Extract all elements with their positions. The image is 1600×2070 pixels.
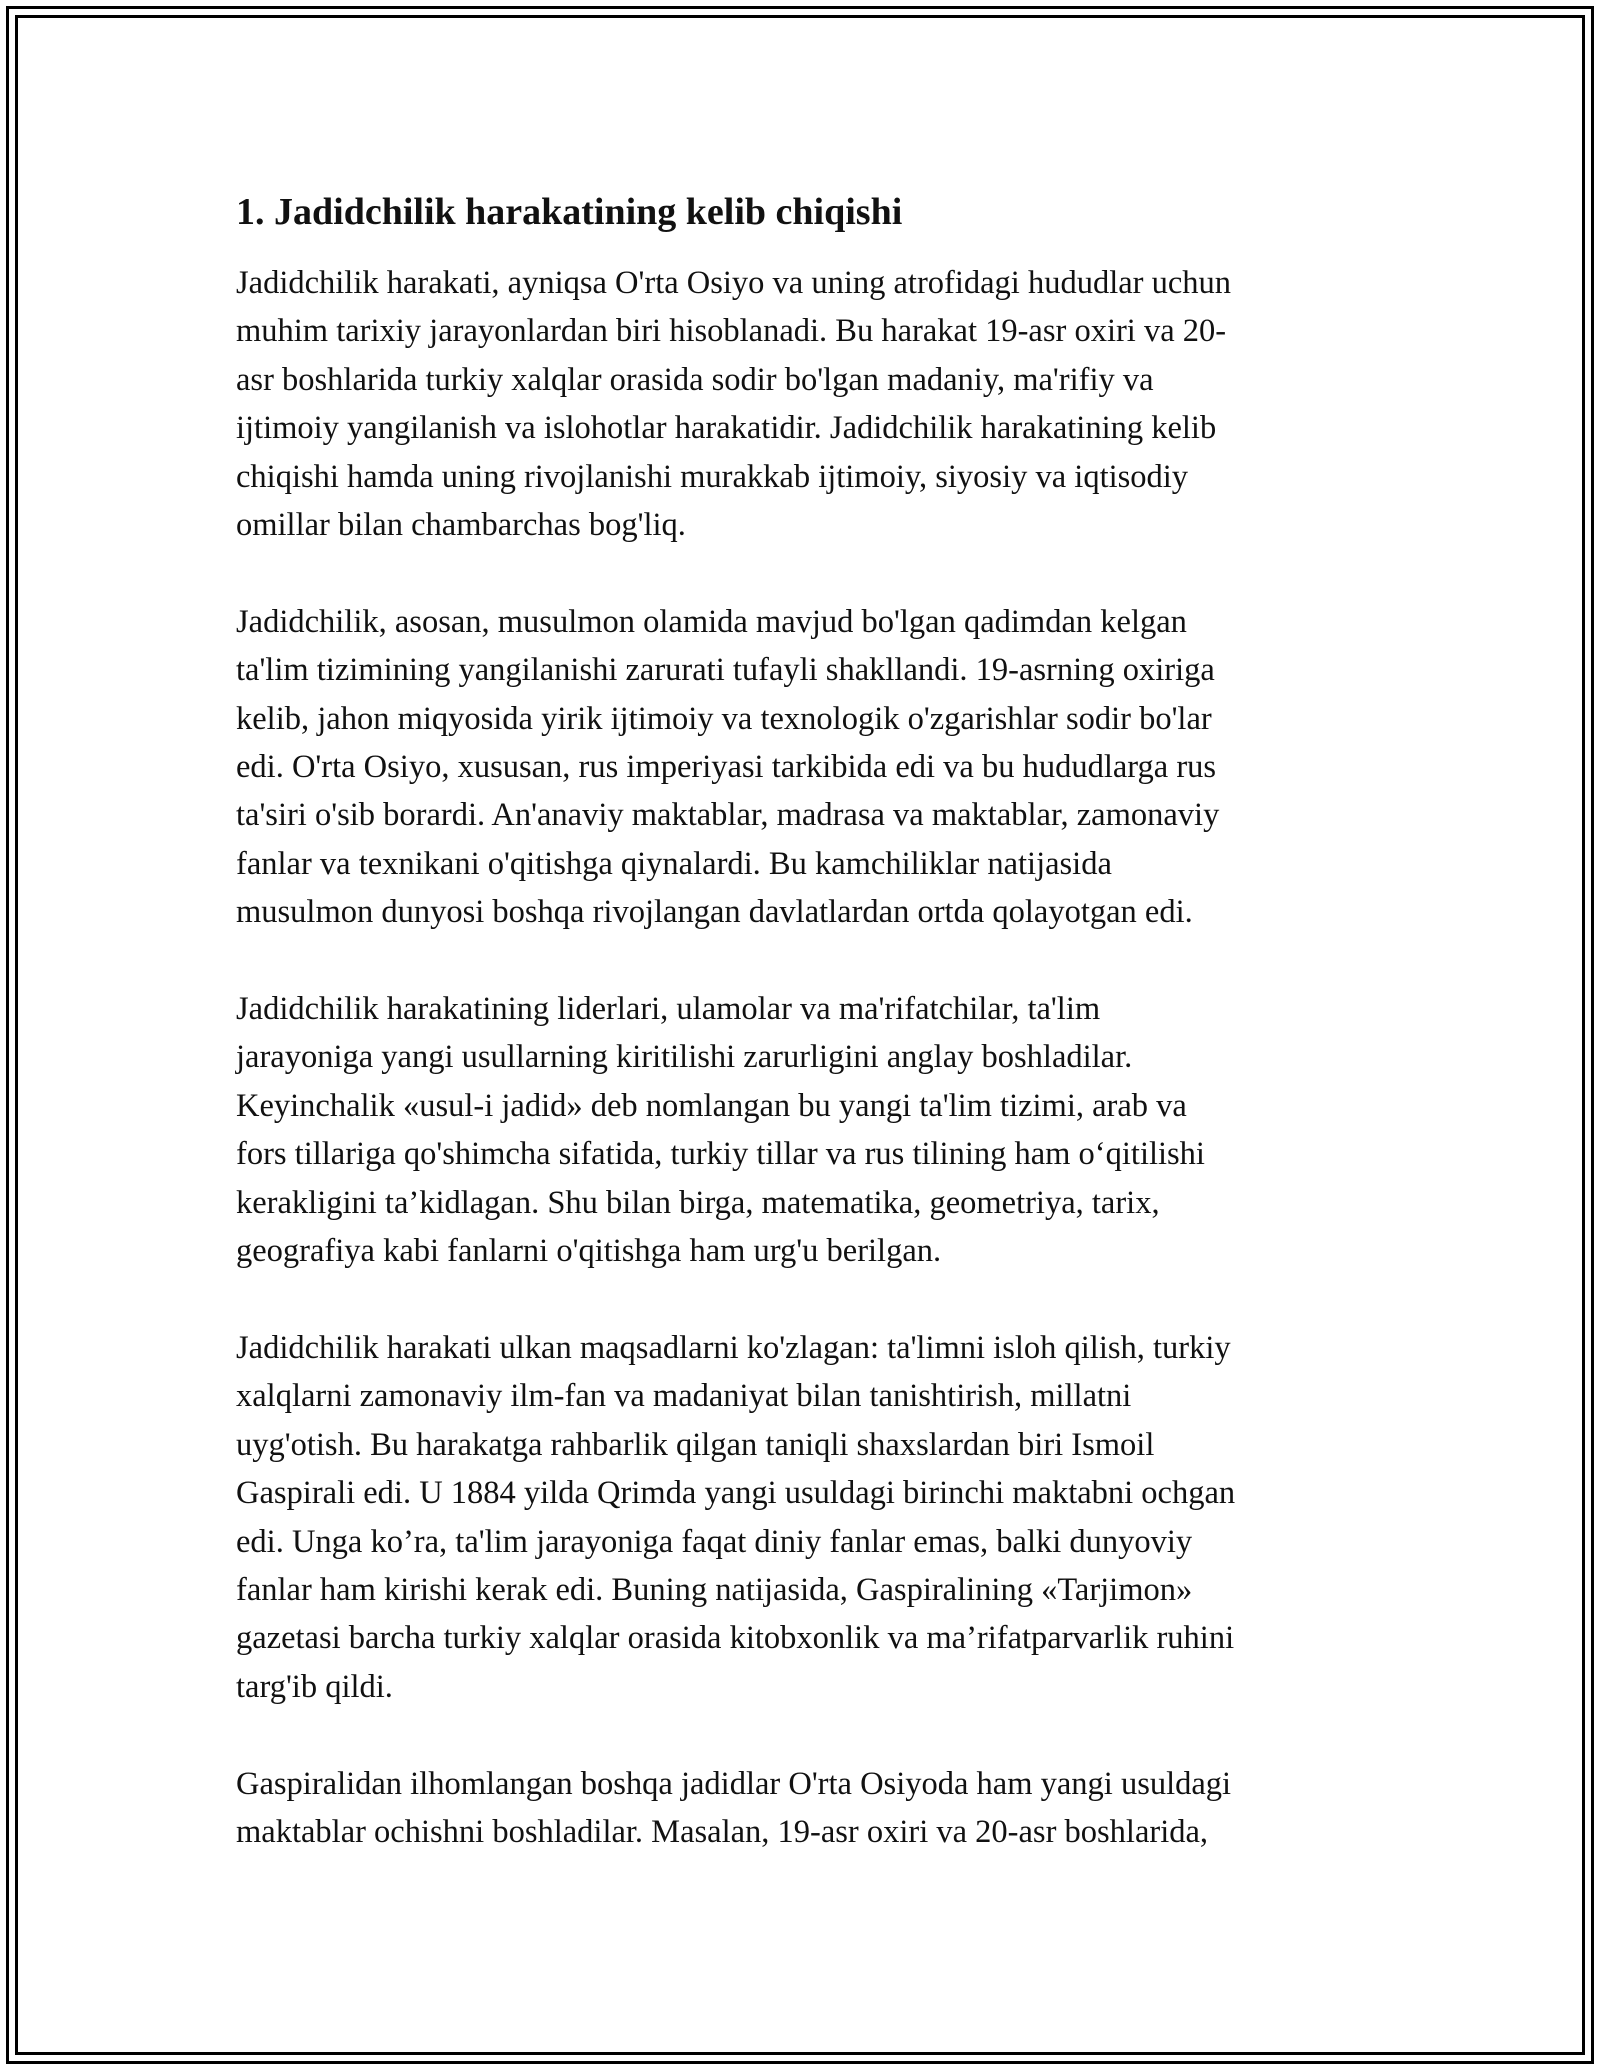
text-line: omillar bilan chambarchas bog'liq. [236, 507, 686, 544]
text-line: gazetasi barcha turkiy xalqlar orasida kitobxonlik va ma’rifatparvarlik ruhini [236, 1620, 1235, 1657]
text-line: Jadidchilik harakati, ayniqsa O'rta Osiyo va uning atrofidagi hududlar uchun [236, 265, 1232, 301]
text-line: xalqlarni zamonaviy ilm-fan va madaniyat bilan tanishtirish, millatni [236, 1378, 1132, 1415]
text-line: kelib, jahon miqyosida yirik ijtimoiy va texnologik o'zgarishlar sodir bo'lar [236, 700, 1212, 737]
text-line: edi. O'rta Osiyo, xususan, rus imperiyasi tarkibida edi va bu hududlarga rus [236, 749, 1217, 786]
text-line: ta'siri o'sib borardi. An'anaviy maktablar, madrasa va maktablar, zamonaviy [236, 797, 1220, 834]
text-line: Keyinchalik «usul-i jadid» deb nomlangan bu yangi ta'lim tizimi, arab va [236, 1087, 1187, 1124]
paragraph-2 [236, 598, 1386, 937]
text-line: edi. Unga ko’ra, ta'lim jarayoniga faqat diniy fanlar emas, balki dunyoviy [236, 1523, 1193, 1560]
document-body [236, 188, 1386, 1905]
text-line: ta'lim tizimining yangilanishi zarurati tufayli shakllandi. 19-asrning oxiriga [236, 652, 1215, 689]
text-line: asr boshlarida turkiy xalqlar orasida sodir bo'lgan madaniy, ma'rifiy va [236, 361, 1154, 398]
text-line: fors tillariga qo'shimcha sifatida, turkiy tillar va rus tilining ham o‘qitilishi [236, 1136, 1205, 1173]
text-line: uyg'otish. Bu harakatga rahbarlik qilgan taniqli shaxslardan biri Ismoil [236, 1426, 1155, 1463]
text-line: targ'ib qildi. [236, 1668, 393, 1705]
paragraph-1 [236, 259, 1386, 549]
text-line: jarayoniga yangi usullarning kiritilishi zarurligini anglay boshladilar. [236, 1039, 1133, 1076]
text-line: ijtimoiy yangilanish va islohotlar harakatidir. Jadidchilik harakatining kelib [236, 410, 1217, 447]
text-line: fanlar ham kirishi kerak edi. Buning natijasida, Gaspiralining «Tarjimon» [236, 1571, 1193, 1608]
text-line: kerakligini ta’kidlagan. Shu bilan birga, matematika, geometriya, tarix, [236, 1184, 1160, 1221]
section-heading: 1. Jadidchilik harakatining kelib chiqishi [236, 191, 903, 233]
paragraph-5 [236, 1760, 1386, 1857]
text-line: musulmon dunyosi boshqa rivojlangan davlatlardan ortda qolayotgan edi. [236, 894, 1193, 931]
paragraph-4 [236, 1324, 1386, 1711]
text-line: Jadidchilik, asosan, musulmon olamida mavjud bo'lgan qadimdan kelgan [236, 603, 1187, 640]
text-line: Jadidchilik harakatining liderlari, ulamolar va ma'rifatchilar, ta'lim [236, 991, 1101, 1028]
text-line: geografiya kabi fanlarni o'qitishga ham urg'u berilgan. [236, 1233, 942, 1270]
text-line: Gaspiralidan ilhomlangan boshqa jadidlar O'rta Osiyoda ham yangi usuldagi [236, 1765, 1232, 1802]
text-line: maktablar ochishni boshladilar. Masalan, 19-asr oxiri va 20-asr boshlarida, [236, 1813, 1209, 1850]
text-line: chiqishi hamda uning rivojlanishi murakkab ijtimoiy, siyosiy va iqtisodiy [236, 458, 1189, 495]
text-line: Jadidchilik harakati ulkan maqsadlarni ko'zlagan: ta'limni isloh qilish, turkiy [236, 1329, 1231, 1366]
text-line: muhim tarixiy jarayonlardan biri hisoblanadi. Bu harakat 19-asr oxiri va 20- [236, 313, 1227, 350]
text-line: fanlar va texnikani o'qitishga qiynalardi. Bu kamchiliklar natijasida [236, 845, 1112, 882]
paragraph-3 [236, 985, 1386, 1275]
text-line: Gaspirali edi. U 1884 yilda Qrimda yangi usuldagi birinchi maktabni ochgan [236, 1475, 1236, 1512]
